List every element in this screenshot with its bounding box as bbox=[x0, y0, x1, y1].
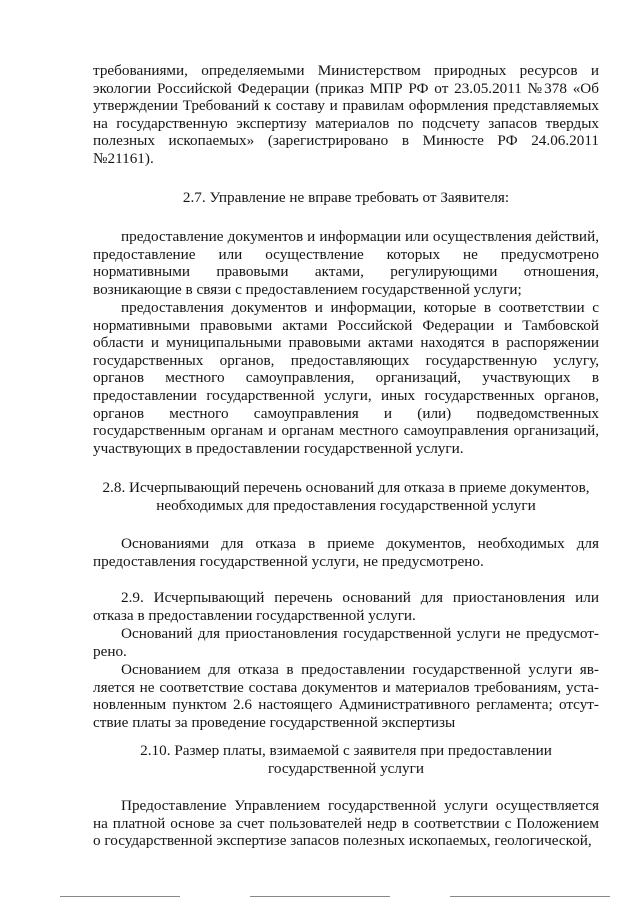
section-2-10-paragraph: Предоставление Управлением государственной услуги осуществляется на платной основе за счет пользователей недр в соответствии с Положением о государственной экспертизе запасов полезных ископаемых, геологической, bbox=[93, 797, 599, 850]
scan-edge-line-right bbox=[450, 896, 610, 897]
section-2-8-heading-line-2: необходимых для предоставления государственной услуги bbox=[156, 496, 536, 514]
scan-edge-line-left bbox=[60, 896, 180, 897]
scan-edge-line-middle bbox=[250, 896, 390, 897]
section-2-8-heading bbox=[93, 479, 599, 514]
section-2-9-paragraph-b: Оснований для приостановления государственной услуги не предусмот-рено. bbox=[93, 625, 599, 660]
section-2-7-paragraph-b: предоставления документов и информации, которые в соответствии с нормативными правовыми актами Российской Федерации и Тамбовской области и муниципальными правовыми актами находятся в распоряжении государственных органов, предоставляющих государственную услугу, органов местного самоуправления, организаций, участвующих в предоставлении государственной услуги, иных государственных органов, органов местного самоуправления и (или) подведомственных государственным органам и органам местного самоуправления организаций, участвующих в предоставлении государственной услуги. bbox=[93, 299, 599, 457]
section-2-8-heading-line-1: 2.8. Исчерпывающий перечень оснований для отказа в приеме документов, bbox=[102, 479, 590, 496]
section-2-8-paragraph: Основаниями для отказа в приеме документов, необходимых для предоставления государственной услуги, не предусмотрено. bbox=[93, 535, 599, 570]
section-2-10-heading-line-1: 2.10. Размер платы, взимаемой с заявителя при предоставлении bbox=[140, 742, 552, 759]
section-2-10-heading bbox=[93, 742, 599, 777]
section-2-9-paragraph-a: 2.9. Исчерпывающий перечень оснований для приостановления или отказа в предоставлении государственной услуги. bbox=[93, 589, 599, 624]
section-2-7-heading: 2.7. Управление не вправе требовать от Заявителя: bbox=[182, 189, 510, 206]
section-2-7-paragraph-a: предоставление документов и информации или осуществления действий, предоставление или осуществление которых не предусмотрено нормативными правовыми актами, регулирующими отношения, возникающие в связи с предоставлением государственной услуги; bbox=[93, 228, 599, 298]
intro-paragraph: требованиями, определяемыми Министерством природных ресурсов и экологии Российской Федерации (приказ МПР РФ от 23.05.2011 №378 «Об утверждении Требований к составу и правилам оформления представляемых на государственную экспертизу материалов по подсчету запасов твердых полезных ископаемых» (зарегистрировано в Минюсте РФ 24.06.2011 №21161). bbox=[93, 62, 599, 167]
section-2-9-paragraph-c: Основанием для отказа в предоставлении государственной услуги яв-ляется не соответствие состава документов и материалов требованиям, уста-новленным пунктом 2.6 настоящего Административного регламента; отсут-ствие платы за проведение государственной экспертизы bbox=[93, 661, 599, 731]
section-2-10-heading-line-2: государственной услуги bbox=[268, 759, 424, 777]
